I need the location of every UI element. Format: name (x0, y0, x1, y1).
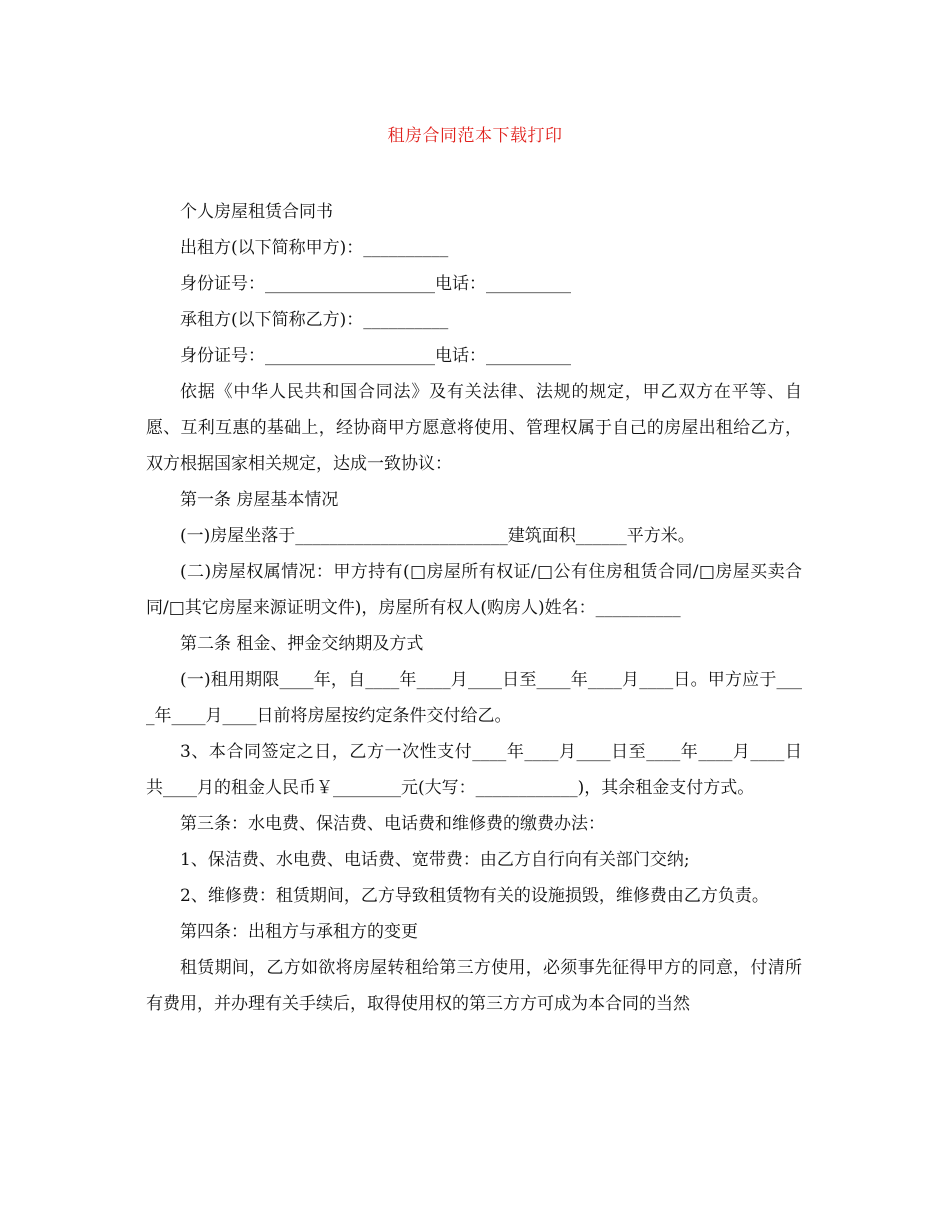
paragraph-article-4-sublease: 租赁期间，乙方如欲将房屋转租给第三方使用，必须事先征得甲方的同意，付清所有费用，并办理有关手续后，取得使用权的第三方方可成为本合同的当然 (146, 958, 802, 1014)
paragraph-lessor: 出租方(以下简称甲方)：__________ (180, 238, 449, 258)
paragraph-article-3-heading: 第三条：水电费、保洁费、电话费和维修费的缴费办法： (180, 814, 605, 834)
paragraph-article-1-location: (一)房屋坐落于_________________________建筑面积______平方米。 (180, 526, 695, 546)
paragraph-article-1-ownership: (二)房屋权属情况：甲方持有(□房屋所有权证/□公有住房租赁合同/□房屋买卖合同/□其它房屋来源证明文件)，房屋所有权人(购房人)姓名：__________ (146, 562, 802, 618)
paragraph-article-2-term: (一)租用期限____年，自____年____月____日至____年____月____日。甲方应于____年____月____日前将房屋按约定条件交付给乙。 (146, 670, 802, 726)
paragraph-lessee: 承租方(以下简称乙方)：__________ (180, 310, 449, 330)
paragraph-lessee-id-phone: 身份证号：____________________电话：__________ (180, 346, 571, 366)
paragraph-article-2-payment: 3、本合同签定之日，乙方一次性支付____年____月____日至____年____月____日共____月的租金人民币￥________元(大写：____________)，其余租金支付方式。 (146, 742, 802, 798)
paragraph-article-1-heading: 第一条 房屋基本情况 (180, 490, 339, 510)
document-body (146, 194, 802, 1022)
paragraph-article-2-heading: 第二条 租金、押金交纳期及方式 (180, 634, 424, 654)
paragraph-article-4-heading: 第四条：出租方与承租方的变更 (180, 922, 418, 942)
paragraph-lessor-id-phone: 身份证号：____________________电话：__________ (180, 274, 571, 294)
paragraph-contract-heading: 个人房屋租赁合同书 (180, 202, 333, 222)
paragraph-preamble: 依据《中华人民共和国合同法》及有关法律、法规的规定，甲乙双方在平等、自愿、互利互惠的基础上，经协商甲方愿意将使用、管理权属于自己的房屋出租给乙方，双方根据国家相关规定，达成一致协议： (146, 382, 802, 474)
document-title: 租房合同范本下载打印 (387, 126, 563, 146)
paragraph-article-3-maintenance: 2、维修费：租赁期间，乙方导致租赁物有关的设施损毁，维修费由乙方负责。 (180, 886, 769, 906)
paragraph-article-3-utilities: 1、保洁费、水电费、电话费、宽带费：由乙方自行向有关部门交纳; (180, 850, 690, 870)
